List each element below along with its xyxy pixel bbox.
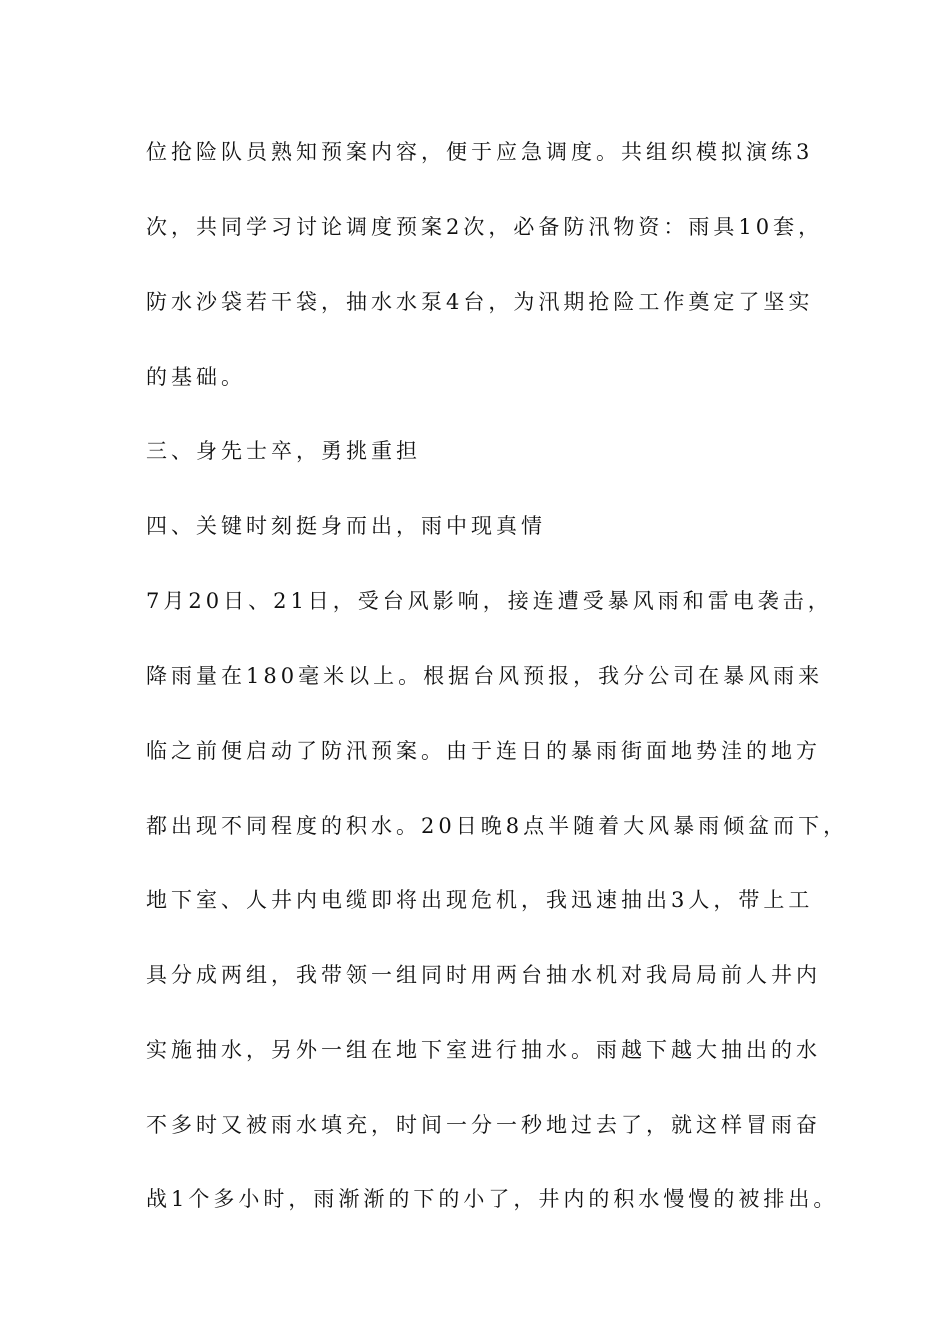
section-heading-4: 四、关键时刻挺身而出，雨中现真情 [146, 514, 546, 538]
paragraph-line-6: 降雨量在180毫米以上。根据台风预报，我分公司在暴风雨来 [146, 664, 824, 688]
paragraph-line-4: 的基础。 [146, 365, 246, 389]
paragraph-line-11: 实施抽水，另外一组在地下室进行抽水。雨越下越大抽出的水 [146, 1038, 821, 1062]
paragraph-line-1: 位抢险队员熟知预案内容，便于应急调度。共组织模拟演练3 [146, 140, 814, 164]
paragraph-line-7: 临之前便启动了防汛预案。由于连日的暴雨街面地势洼的地方 [146, 739, 821, 763]
paragraph-line-2: 次，共同学习讨论调度预案2次，必备防汛物资：雨具10套， [146, 215, 824, 239]
paragraph-line-3: 防水沙袋若干袋，抽水水泵4台，为汛期抢险工作奠定了坚实 [146, 290, 814, 314]
paragraph-line-8: 都出现不同程度的积水。20日晚8点半随着大风暴雨倾盆而下， [146, 814, 849, 838]
paragraph-line-9: 地下室、人井内电缆即将出现危机，我迅速抽出3人，带上工 [146, 888, 814, 912]
paragraph-line-10: 具分成两组，我带领一组同时用两台抽水机对我局局前人井内 [146, 963, 821, 987]
section-heading-3: 三、身先士卒，勇挑重担 [146, 439, 421, 463]
paragraph-line-12: 不多时又被雨水填充，时间一分一秒地过去了，就这样冒雨奋 [146, 1113, 821, 1137]
paragraph-line-13: 战1个多小时，雨渐渐的下的小了，井内的积水慢慢的被排出。 [146, 1187, 839, 1211]
paragraph-line-5: 7月20日、21日，受台风影响，接连遭受暴风雨和雷电袭击， [146, 589, 833, 613]
